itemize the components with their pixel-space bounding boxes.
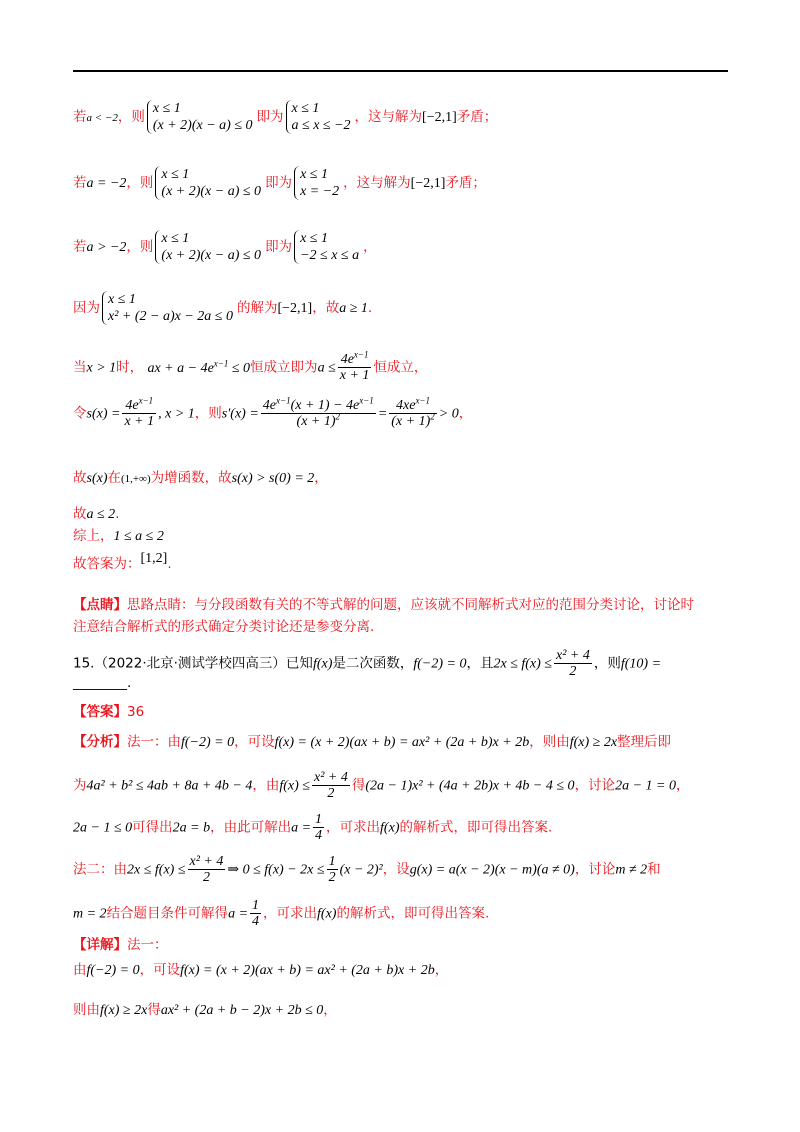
header-rule bbox=[73, 70, 728, 72]
fenxi-line-1 bbox=[73, 730, 671, 751]
denominator: 2 bbox=[327, 786, 335, 801]
math-part: f(−2) = 0 bbox=[413, 656, 467, 672]
sys-row: x ≤ 1 bbox=[152, 101, 181, 116]
answer-value: 36 bbox=[127, 704, 145, 720]
text: 由 bbox=[73, 962, 87, 978]
numerator: 1 bbox=[315, 812, 323, 827]
text: ，可设 bbox=[139, 962, 181, 978]
sys-row: −2 ≤ x ≤ a bbox=[300, 248, 360, 263]
math-part: f(x) = (x + 2)(ax + b) = ax² + (2a + b)x + 2b bbox=[274, 735, 530, 750]
text: 注意结合解析式的形式确定分类讨论还是参变分离. bbox=[73, 619, 375, 635]
because-line bbox=[73, 291, 372, 325]
math-cond: a < −2 bbox=[86, 112, 118, 124]
question-15 bbox=[73, 648, 661, 679]
summary-line bbox=[73, 524, 164, 545]
sys-row: x ≤ 1 bbox=[291, 101, 320, 116]
denominator: 2 bbox=[202, 870, 210, 885]
text: 时， bbox=[116, 359, 144, 376]
math-part: m = 2 bbox=[73, 906, 107, 922]
fraction bbox=[554, 648, 592, 679]
numerator: 1 bbox=[328, 854, 336, 869]
fenxi-line-5 bbox=[73, 898, 489, 929]
dianjing-line-1 bbox=[73, 593, 694, 613]
text: 法一： bbox=[127, 937, 168, 953]
sys-row: x = −2 bbox=[300, 184, 340, 199]
text: ，则 bbox=[126, 239, 154, 255]
math-interval: [−2,1] bbox=[277, 301, 313, 316]
dianjing-line-2 bbox=[73, 615, 374, 635]
sys-row: x ≤ 1 bbox=[161, 231, 190, 246]
fraction bbox=[313, 812, 324, 843]
math-part: s′(x) = bbox=[221, 406, 259, 422]
math-part: f(10) = bbox=[620, 656, 662, 672]
numerator: 4e bbox=[340, 352, 354, 367]
fraction bbox=[312, 770, 350, 801]
math-interval: (1,+∞) bbox=[121, 473, 151, 485]
math-interval: [−2,1] bbox=[410, 176, 446, 191]
question-number: 15. bbox=[73, 655, 95, 672]
text: . bbox=[115, 506, 120, 522]
fraction bbox=[338, 349, 372, 383]
system-2 bbox=[294, 230, 361, 264]
math-sup: x−1 bbox=[359, 395, 374, 406]
math-part: f(x) bbox=[380, 820, 400, 836]
numerator: 4xe bbox=[396, 398, 416, 413]
text: . bbox=[367, 300, 373, 316]
math-cond: x > 1 bbox=[86, 360, 117, 376]
text: ，由此可解出 bbox=[210, 819, 292, 836]
denominator: 2 bbox=[569, 664, 577, 679]
math-part: f(x) ≤ bbox=[279, 778, 310, 794]
text: ，可求出 bbox=[263, 905, 318, 922]
answer-blank-line bbox=[73, 675, 131, 691]
let-s-line bbox=[73, 395, 473, 429]
sys-row: (x + 2)(x − a) ≤ 0 bbox=[161, 248, 262, 263]
text: 和 bbox=[647, 861, 661, 878]
xiangjie-line-3 bbox=[73, 998, 337, 1019]
text: ， bbox=[323, 1002, 337, 1018]
math-part: (2a − 1)x² + (4a + 2b)x + 4b − 4 ≤ 0 bbox=[365, 778, 575, 794]
sys-row: a ≤ x ≤ −2 bbox=[291, 118, 351, 133]
text: 故答案为： bbox=[73, 556, 141, 572]
text: ，可求出 bbox=[326, 819, 381, 836]
system-1 bbox=[147, 100, 255, 134]
fenxi-line-2 bbox=[73, 770, 689, 801]
answer-line bbox=[73, 552, 172, 573]
math-part: m ≠ 2 bbox=[615, 862, 648, 878]
text: （2022·北京·测试学校四高三）已知 bbox=[94, 655, 313, 672]
numerator: (x + 1) − 4e bbox=[290, 398, 360, 413]
numerator: 4e bbox=[262, 398, 276, 413]
text: ，则 bbox=[593, 655, 621, 672]
math-part: g(x) = a(x − 2)(x − m)(a ≠ 0) bbox=[409, 862, 575, 878]
text: 因为 bbox=[73, 300, 100, 316]
denominator: 4 bbox=[315, 828, 323, 843]
math-part: f(−2) = 0 bbox=[181, 735, 235, 750]
math-interval: [1,2] bbox=[140, 551, 168, 566]
math-part: s(x) bbox=[86, 471, 108, 486]
text: 恒成立即为 bbox=[250, 359, 318, 376]
text: 法二：由 bbox=[73, 861, 127, 878]
system-2 bbox=[294, 166, 341, 200]
system-2 bbox=[286, 100, 353, 134]
text: 矛盾； bbox=[456, 109, 498, 125]
math-result: a ≥ 1 bbox=[339, 301, 368, 316]
math-sup: x−1 bbox=[415, 395, 431, 406]
math-part: s(x) > s(0) = 2 bbox=[231, 471, 315, 486]
numerator: x² + 4 bbox=[556, 648, 590, 663]
section-tag: 【详解】 bbox=[73, 937, 127, 953]
math-part: ax + a − 4e bbox=[147, 360, 214, 376]
text: ， bbox=[314, 470, 328, 486]
fenxi-line-3 bbox=[73, 812, 552, 843]
math-cond: a > −2 bbox=[86, 240, 127, 255]
text: 即为 bbox=[265, 175, 293, 191]
math-part: a ≤ 2 bbox=[86, 507, 116, 522]
text: 可得出 bbox=[132, 819, 173, 836]
text: 的解析式，即可得出答案. bbox=[399, 819, 553, 836]
fraction bbox=[188, 854, 226, 885]
case-a-greater-minus2 bbox=[73, 230, 377, 264]
text: ， bbox=[434, 962, 449, 978]
system-1 bbox=[155, 230, 263, 264]
math-part: 2x ≤ f(x) ≤ bbox=[493, 656, 552, 672]
daan-line bbox=[73, 700, 144, 720]
text: 矛盾； bbox=[445, 175, 486, 191]
math-ineq bbox=[147, 357, 251, 376]
fraction bbox=[250, 898, 261, 929]
text: 即为 bbox=[256, 109, 284, 125]
text: 的解析式，即可得出答案. bbox=[336, 905, 490, 922]
text: ，故 bbox=[312, 300, 340, 316]
text: ，则 bbox=[117, 109, 145, 125]
sys-row: (x + 2)(x − a) ≤ 0 bbox=[152, 118, 253, 133]
math-part: , x > 1 bbox=[158, 406, 195, 422]
when-x-gt-1-line bbox=[73, 349, 428, 383]
math-part: f(x) ≥ 2x bbox=[100, 1003, 148, 1018]
text: 当 bbox=[73, 359, 87, 376]
text: ，则 bbox=[194, 405, 222, 422]
math-part: > 0 bbox=[438, 406, 459, 422]
math-part: ⇒ 0 ≤ f(x) − 2x ≤ bbox=[227, 862, 325, 878]
math-part: 2a − 1 = 0 bbox=[615, 778, 676, 794]
text: 结合题目条件可解得 bbox=[106, 905, 229, 922]
numerator: 4e bbox=[125, 398, 139, 413]
math-cond: a = −2 bbox=[86, 176, 127, 191]
answer-blank: ________ bbox=[73, 675, 127, 691]
text: 若 bbox=[73, 175, 87, 191]
system bbox=[102, 291, 235, 325]
text: . bbox=[167, 556, 172, 572]
denominator: (x + 1) bbox=[391, 414, 431, 429]
math-part: f(x) bbox=[312, 656, 333, 672]
fraction: $\frac{4xe^{x-1}}{(x + 1)^2}$ bbox=[391, 395, 435, 429]
text: ， bbox=[458, 405, 473, 422]
math-interval: [−2,1] bbox=[422, 110, 457, 125]
text: 即为 bbox=[265, 239, 293, 255]
math-part: ≤ 0 bbox=[228, 360, 251, 376]
numerator: x² + 4 bbox=[314, 770, 348, 785]
text: 是二次函数， bbox=[332, 655, 414, 672]
text: ， bbox=[363, 239, 377, 255]
section-tag: 【答案】 bbox=[73, 704, 127, 720]
increasing-line bbox=[73, 466, 328, 487]
fraction bbox=[327, 854, 338, 885]
math-sup: x−1 bbox=[276, 395, 291, 406]
text: 故 bbox=[73, 506, 87, 522]
sys-row: x² + (2 − a)x − 2a ≤ 0 bbox=[108, 309, 233, 324]
text: 若 bbox=[73, 239, 87, 255]
math-part: s(x) = bbox=[86, 406, 121, 422]
math-part: 2a − 1 ≤ 0 bbox=[73, 820, 133, 836]
text: 若 bbox=[73, 109, 87, 125]
xiangjie-line-2 bbox=[73, 958, 448, 979]
math-part: a = bbox=[228, 906, 249, 922]
text: ，讨论 bbox=[574, 861, 616, 878]
math-part: ax² + (2a + b − 2)x + 2b ≤ 0 bbox=[160, 1003, 324, 1018]
therefore-a-le-2 bbox=[73, 502, 119, 523]
denominator: 4 bbox=[252, 914, 260, 929]
fraction: $\frac{4e^{x-1}(x + 1) - 4e^{x-1}}{(x + 1)^2}$ bbox=[262, 395, 374, 429]
case-a-eq-minus2 bbox=[73, 166, 486, 200]
math-part: 2a = b bbox=[172, 820, 211, 836]
sys-row: x ≤ 1 bbox=[108, 292, 136, 307]
math-part: 2x ≤ f(x) ≤ bbox=[127, 862, 186, 878]
section-tag: 【点睛】 bbox=[73, 597, 127, 613]
math-part: f(x) bbox=[317, 906, 337, 922]
text: 令 bbox=[73, 405, 87, 422]
math-part: f(−2) = 0 bbox=[86, 963, 140, 978]
numerator: x² + 4 bbox=[189, 854, 224, 869]
text: 综上， bbox=[73, 528, 114, 544]
sys-row: x ≤ 1 bbox=[300, 167, 328, 182]
text: 得 bbox=[147, 1002, 161, 1018]
text: 整理后即 bbox=[617, 734, 672, 750]
fenxi-line-4 bbox=[73, 854, 661, 885]
text: ，则 bbox=[126, 175, 154, 191]
math-sup: x−1 bbox=[353, 349, 369, 360]
text: 为 bbox=[73, 777, 87, 794]
numerator: 1 bbox=[252, 898, 260, 913]
system-1 bbox=[155, 166, 263, 200]
math-part: 4a² + b² ≤ 4ab + 8a + 4b − 4 bbox=[86, 778, 253, 794]
text: 故 bbox=[73, 470, 87, 486]
math-sup: x−1 bbox=[138, 395, 154, 406]
sys-row: x ≤ 1 bbox=[161, 167, 190, 182]
xiangjie-tag-line bbox=[73, 933, 168, 953]
math-part: f(x) ≥ 2x bbox=[569, 735, 618, 750]
text: 恒成立， bbox=[373, 359, 428, 376]
math-part: f(x) = (x + 2)(ax + b) = ax² + (2a + b)x + 2b bbox=[180, 963, 435, 978]
denominator: x + 1 bbox=[124, 414, 155, 429]
text: ，设 bbox=[382, 861, 410, 878]
math-part: a ≤ bbox=[317, 360, 336, 376]
text: 得 bbox=[351, 777, 366, 794]
case-a-less-minus2 bbox=[73, 100, 497, 134]
section-tag: 【分析】 bbox=[73, 734, 127, 750]
math-part: (x − 2)² bbox=[339, 862, 383, 878]
denominator: (x + 1) bbox=[296, 414, 336, 429]
text: ，则由 bbox=[529, 734, 570, 750]
text: 思路点睛：与分段函数有关的不等式解的问题，应该就不同解析式对应的范围分类讨论，讨论时 bbox=[127, 597, 694, 613]
text: ，由 bbox=[252, 777, 280, 794]
text: ，可设 bbox=[234, 734, 275, 750]
sys-row: x ≤ 1 bbox=[300, 231, 328, 246]
denominator: 2 bbox=[328, 870, 336, 885]
text: 为增函数，故 bbox=[150, 470, 232, 486]
math-part: a = bbox=[291, 820, 312, 836]
text: 的解为 bbox=[236, 300, 278, 316]
math-part: = bbox=[377, 406, 388, 422]
math-sup: x−1 bbox=[213, 357, 229, 368]
text: 法一：由 bbox=[127, 734, 181, 750]
text: ，且 bbox=[466, 655, 494, 672]
text: ，这与解为 bbox=[343, 175, 411, 191]
text: ，这与解为 bbox=[354, 109, 423, 125]
text: 则由 bbox=[73, 1002, 100, 1018]
sys-row: (x + 2)(x − a) ≤ 0 bbox=[161, 184, 262, 199]
text: 在 bbox=[107, 470, 121, 486]
text: ，讨论 bbox=[574, 777, 616, 794]
text: ， bbox=[675, 777, 690, 794]
math-part: 1 ≤ a ≤ 2 bbox=[113, 529, 164, 544]
text: . bbox=[127, 675, 132, 691]
denominator: x + 1 bbox=[339, 368, 370, 383]
fraction bbox=[122, 395, 156, 429]
